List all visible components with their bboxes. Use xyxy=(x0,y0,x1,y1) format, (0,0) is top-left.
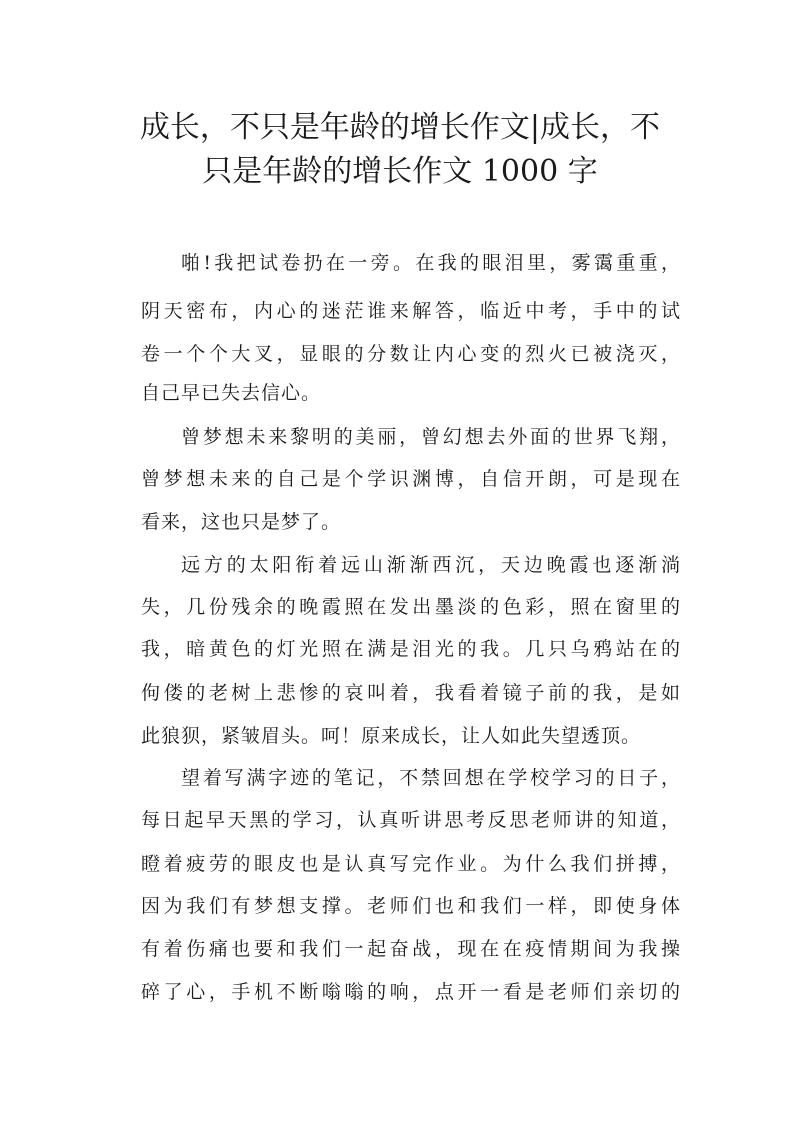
text-line: 佝偻的老树上悲惨的哀叫着，我看着镜子前的我，是如 xyxy=(141,682,681,704)
text-line: 卷一个个大叉，显眼的分数让内心变的烈火已被浇灭， xyxy=(141,343,681,365)
text-line: 曾梦想未来的自己是个学识渊博，自信开朗，可是现在 xyxy=(141,468,681,490)
text-line: 每日起早天黑的学习，认真听讲思考反思老师讲的知道， xyxy=(141,809,681,831)
text-line: 曾梦想未来黎明的美丽，曾幻想去外面的世界飞翔， xyxy=(181,426,681,448)
document-title-line-2: 只是年龄的增长作文 1000 字 xyxy=(202,154,598,189)
text-line: 碎了心，手机不断嗡嗡的响，点开一看是老师们亲切的 xyxy=(141,981,681,1003)
text-line: 远方的太阳衔着远山渐渐西沉，天边晚霞也逐渐淌 xyxy=(181,554,681,576)
text-line: 望着写满字迹的笔记，不禁回想在学校学习的日子， xyxy=(181,767,681,789)
text-line: 失，几份残余的晚霞照在发出墨淡的色彩，照在窗里的 xyxy=(141,596,681,618)
text-line: 看来，这也只是梦了。 xyxy=(141,511,342,533)
text-line: 我，暗黄色的灯光照在满是泪光的我。几只乌鸦站在的 xyxy=(141,638,681,660)
text-line: 此狼狈，紧皱眉头。呵！原来成长，让人如此失望透顶。 xyxy=(141,725,642,747)
text-line: 自己早已失去信心。 xyxy=(141,382,322,404)
text-line: 啪!我把试卷扔在一旁。在我的眼泪里，雾霭重重， xyxy=(181,252,681,274)
text-line: 瞪着疲劳的眼皮也是认真写完作业。为什么我们拼搏， xyxy=(141,853,681,875)
document-title-line-1: 成长，不只是年龄的增长作文|成长，不 xyxy=(139,110,661,145)
text-line: 有着伤痛也要和我们一起奋战，现在在疫情期间为我操 xyxy=(141,938,681,960)
text-line: 因为我们有梦想支撑。老师们也和我们一样，即使身体 xyxy=(141,895,681,917)
text-line: 阴天密布，内心的迷茫谁来解答，临近中考，手中的试 xyxy=(141,300,681,322)
